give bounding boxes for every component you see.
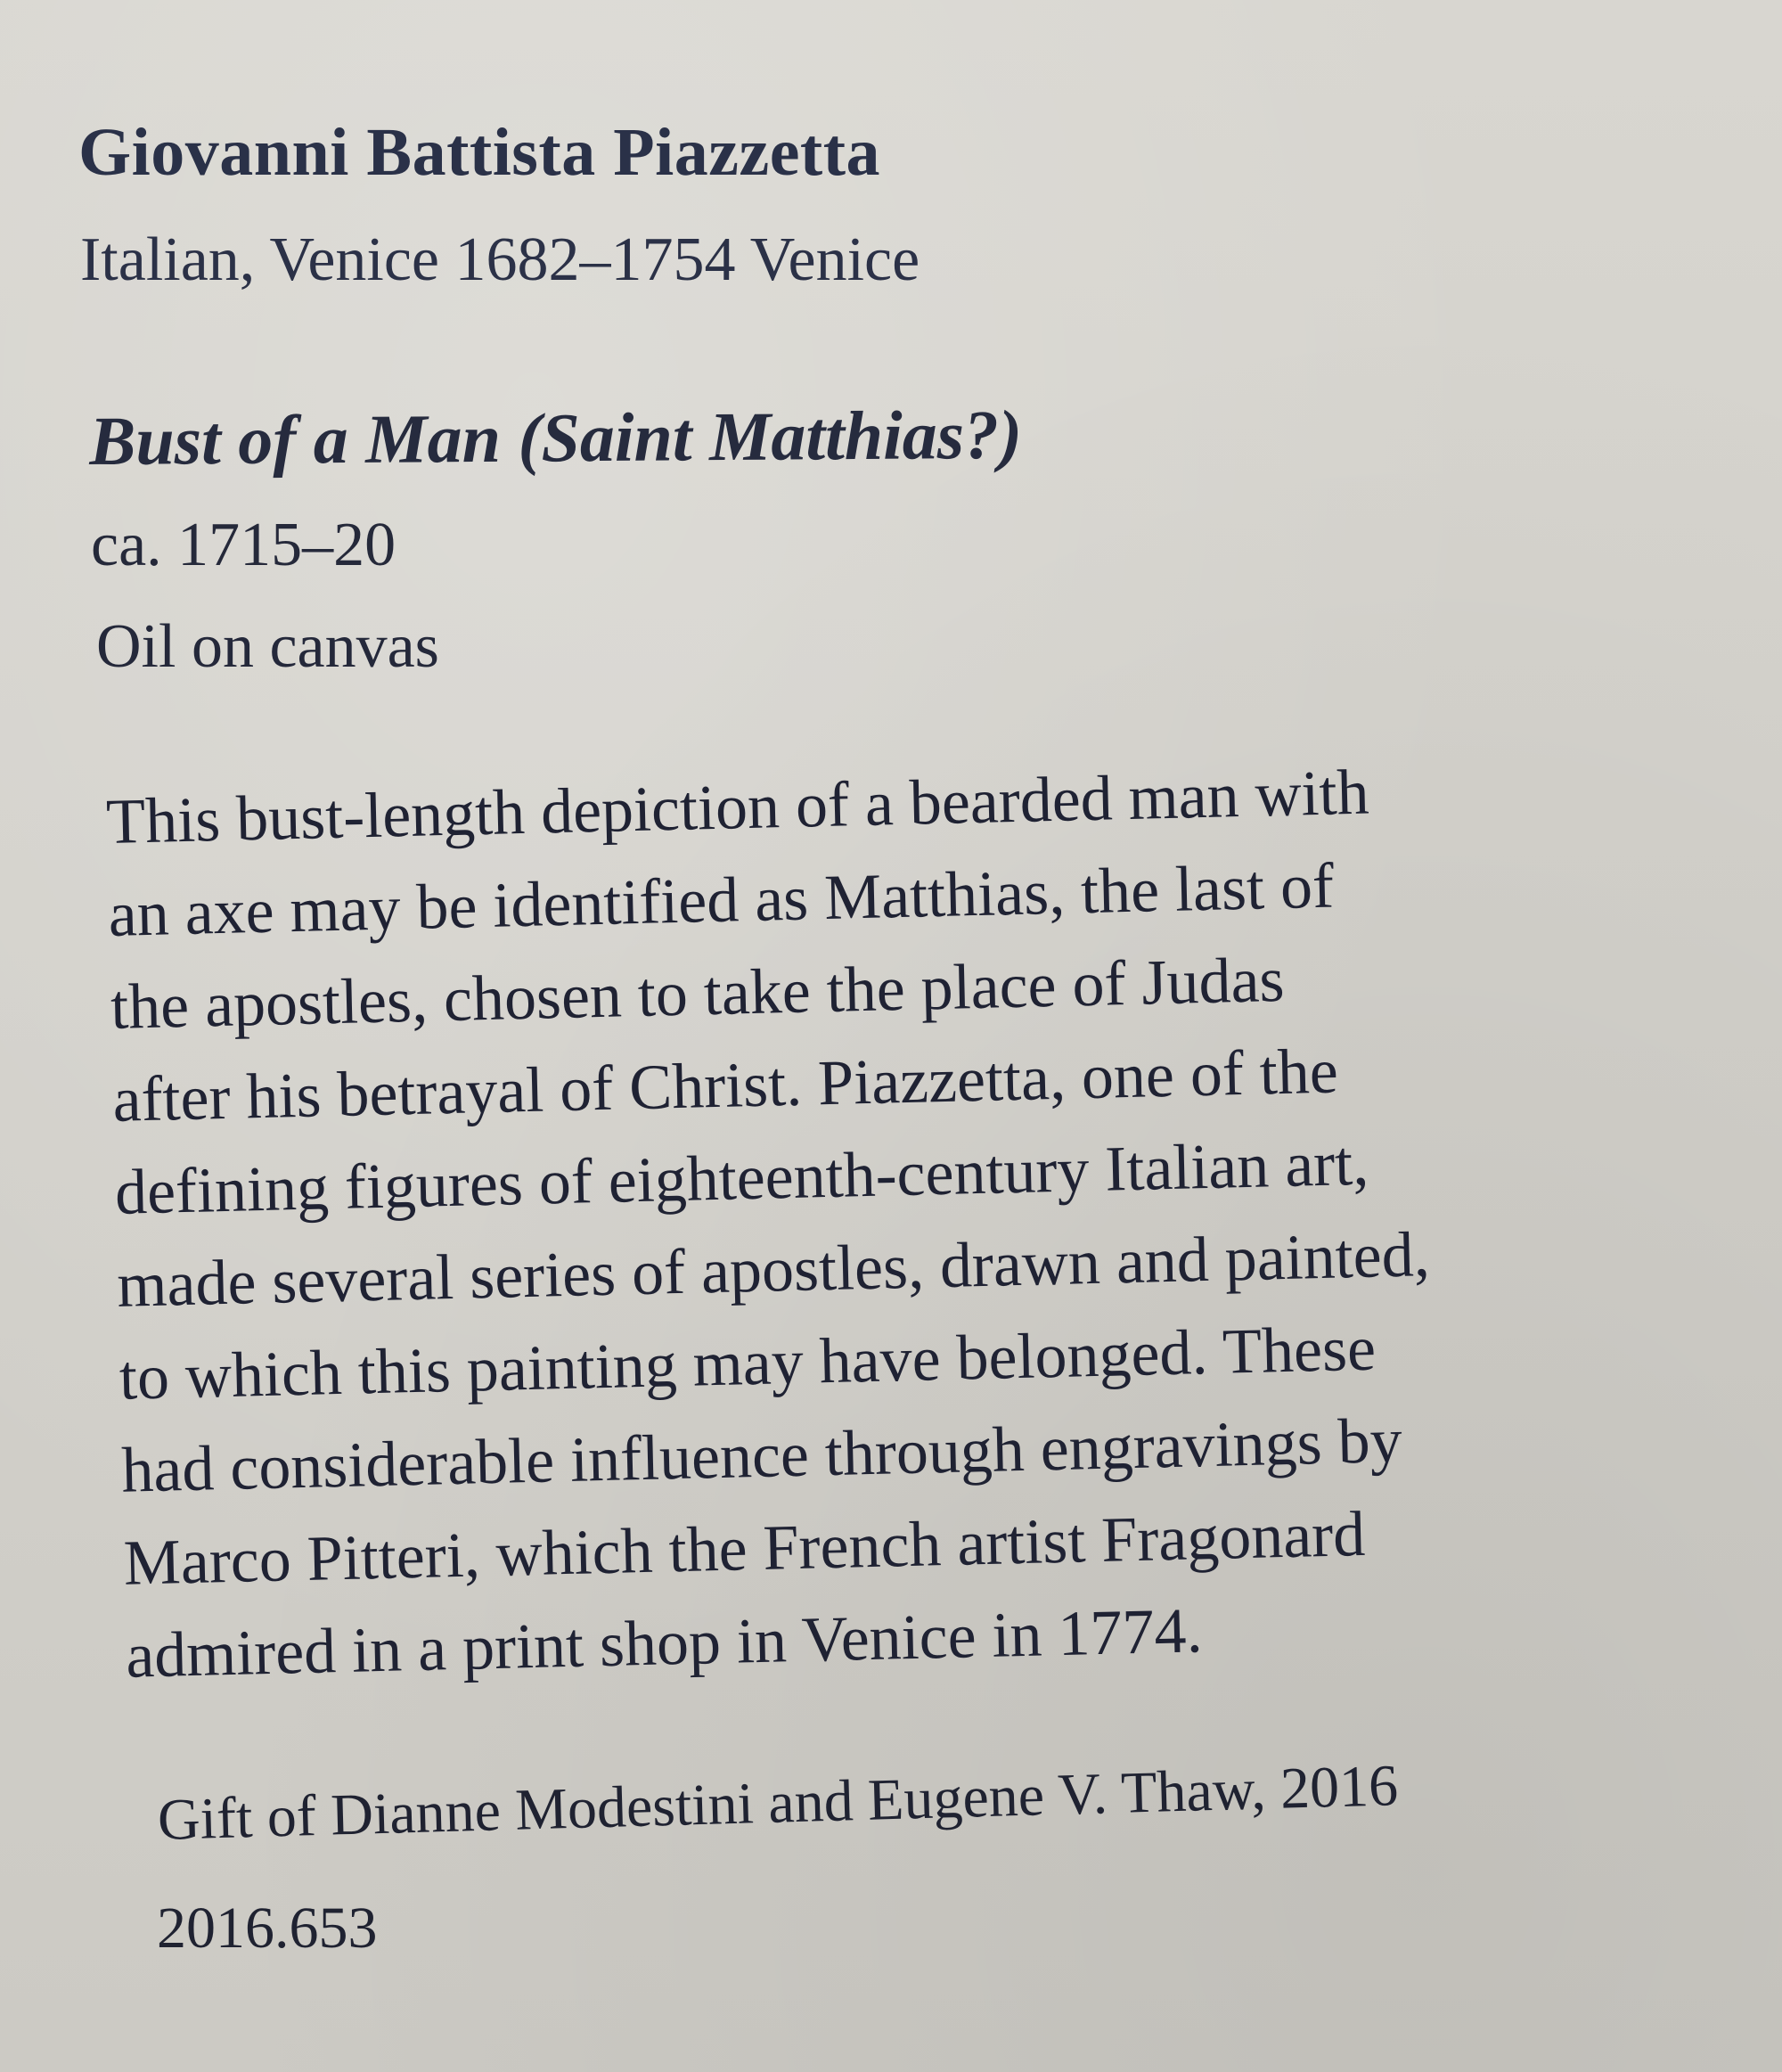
accession-number: 2016.653 <box>157 1896 378 1961</box>
credit-line: Gift of Dianne Modestini and Eugene V. Thaw, 2016 <box>157 1753 1400 1853</box>
description-line: admired in a print shop in Venice in 1774. <box>125 1594 1204 1691</box>
artist-nationality-dates: Italian, Venice 1682–1754 Venice <box>80 225 920 294</box>
artwork-date: ca. 1715–20 <box>91 511 396 579</box>
description-line: had considerable influence through engravings by <box>120 1404 1403 1506</box>
artwork-title: Bust of a Man (Saint Matthias?) <box>89 395 1023 479</box>
artwork-medium: Oil on canvas <box>96 612 439 681</box>
description-line: This bust-length depiction of a bearded man with <box>105 756 1370 857</box>
description-paragraph <box>105 744 1440 1701</box>
description-line: made several series of apostles, drawn and painted, <box>116 1218 1431 1321</box>
description-line: to which this painting may have belonged. These <box>118 1312 1377 1413</box>
description-line: the apostles, chosen to take the place of Judas <box>110 943 1286 1043</box>
artist-name: Giovanni Battista Piazzetta <box>78 115 881 190</box>
description-line: an axe may be identified as Matthias, the last of <box>107 849 1335 950</box>
description-line: after his betrayal of Christ. Piazzetta, one of the <box>111 1035 1339 1135</box>
description-line: Marco Pitteri, which the French artist Fragonard <box>122 1497 1367 1599</box>
description-line: defining figures of eighteenth-century Italian art, <box>114 1126 1370 1228</box>
